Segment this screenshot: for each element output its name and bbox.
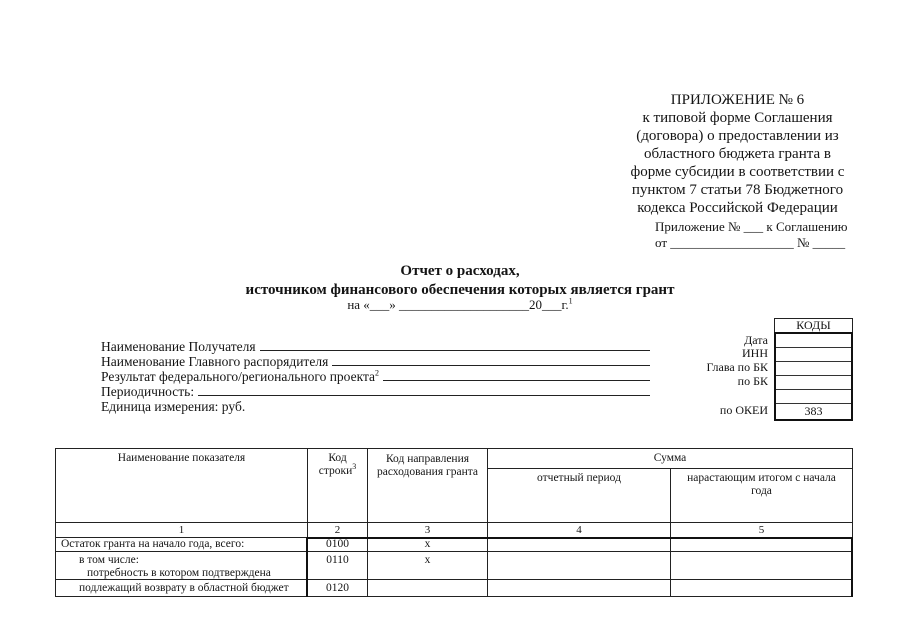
codes-labels bbox=[680, 331, 768, 418]
codes-table bbox=[774, 318, 853, 421]
column-number: 3 bbox=[368, 523, 488, 538]
cell-indicator-line2: потребность в котором подтверждена bbox=[87, 566, 271, 579]
codes-header: КОДЫ bbox=[774, 318, 853, 332]
footnote-mark: 2 bbox=[375, 368, 380, 378]
codes-label: Глава по БК bbox=[706, 360, 768, 374]
field-blank-line bbox=[332, 354, 650, 366]
codes-value-bk bbox=[776, 376, 851, 390]
field-blank-line bbox=[383, 369, 650, 381]
table-row bbox=[56, 552, 853, 580]
table-header-row bbox=[56, 449, 853, 469]
field-label: Периодичность: bbox=[101, 384, 195, 399]
cell-direction-code: x bbox=[368, 538, 488, 552]
field-label: Единица измерения: руб. bbox=[101, 399, 246, 414]
appendix-line: областного бюджета гранта в bbox=[644, 146, 831, 162]
cell-direction-code bbox=[368, 580, 488, 597]
field-label bbox=[101, 369, 379, 384]
codes-value-okei: 383 bbox=[804, 404, 823, 418]
cell-cumulative-sum bbox=[671, 580, 853, 597]
field-project-result bbox=[101, 369, 650, 384]
table-row bbox=[56, 580, 853, 597]
codes-value-empty bbox=[776, 390, 851, 404]
cell-direction-code: x bbox=[368, 552, 488, 580]
field-label: Наименование Получателя bbox=[101, 339, 256, 354]
cell-period-sum bbox=[488, 580, 671, 597]
header-indicator-name: Наименование показателя bbox=[56, 449, 308, 523]
report-title bbox=[200, 262, 720, 312]
cell-indicator: Остаток гранта на начало года, всего: bbox=[56, 538, 308, 552]
header-line-code-text: строки bbox=[318, 465, 353, 477]
codes-value-bk-chapter bbox=[776, 362, 851, 376]
field-unit bbox=[101, 399, 650, 414]
header-sum: Сумма bbox=[488, 449, 853, 469]
header-line-code-line1: Код bbox=[328, 452, 347, 464]
appendix-block bbox=[620, 91, 855, 217]
field-label-text: Результат федерального/регионального проекта bbox=[101, 369, 376, 384]
report-date-line bbox=[200, 298, 720, 312]
cell-period-sum bbox=[488, 538, 671, 552]
footnote-mark: 3 bbox=[352, 462, 357, 472]
header-cumulative: нарастающим итогом с начала года bbox=[671, 469, 853, 523]
agreement-reference bbox=[655, 219, 848, 251]
report-date-text: на «___» ____________________20___г. bbox=[347, 297, 569, 312]
header-period: отчетный период bbox=[488, 469, 671, 523]
footnote-mark: 1 bbox=[568, 296, 573, 306]
codes-label: по БК bbox=[737, 374, 768, 388]
column-number: 5 bbox=[671, 523, 853, 538]
field-chief-administrator bbox=[101, 354, 650, 369]
cell-cumulative-sum bbox=[671, 538, 853, 552]
header-line-code bbox=[308, 449, 368, 523]
agreement-reference-line1: Приложение № ___ к Соглашению bbox=[655, 219, 848, 234]
cell-indicator: подлежащий возврату в областной бюджет bbox=[56, 580, 308, 597]
cell-indicator-line1: в том числе: bbox=[79, 554, 139, 566]
field-blank-line bbox=[260, 339, 650, 351]
report-title-line2: источником финансового обеспечения которых является грант bbox=[245, 282, 675, 298]
appendix-title: ПРИЛОЖЕНИЕ № 6 bbox=[670, 92, 805, 108]
report-fields bbox=[101, 339, 650, 414]
column-number: 1 bbox=[56, 523, 308, 538]
codes-label: по ОКЕИ bbox=[719, 403, 768, 417]
codes-label: Дата bbox=[744, 333, 768, 347]
codes-value-inn bbox=[776, 348, 851, 362]
codes-label: ИНН bbox=[742, 346, 768, 360]
header-line-code-line2 bbox=[308, 462, 367, 478]
field-periodicity bbox=[101, 384, 650, 399]
agreement-reference-line2: от ___________________ № _____ bbox=[655, 235, 846, 250]
field-blank-line bbox=[198, 384, 650, 396]
cell-line-code: 0110 bbox=[308, 552, 368, 580]
codes-body bbox=[774, 332, 853, 421]
field-label: Наименование Главного распорядителя bbox=[101, 354, 329, 369]
appendix-line: к типовой форме Соглашения bbox=[642, 110, 833, 126]
cell-period-sum bbox=[488, 552, 671, 580]
table-row bbox=[56, 538, 853, 552]
column-number: 2 bbox=[308, 523, 368, 538]
appendix-line: пунктом 7 статьи 78 Бюджетного bbox=[631, 182, 844, 198]
appendix-line: форме субсидии в соответствии с bbox=[630, 164, 845, 180]
field-recipient bbox=[101, 339, 650, 354]
column-numbers-row bbox=[56, 523, 853, 538]
codes-value-date bbox=[776, 334, 851, 348]
report-table bbox=[55, 448, 853, 597]
cell-cumulative-sum bbox=[671, 552, 853, 580]
codes-label bbox=[680, 387, 768, 401]
column-number: 4 bbox=[488, 523, 671, 538]
appendix-line: (договора) о предоставлении из bbox=[636, 128, 839, 144]
report-title-line1: Отчет о расходах, bbox=[400, 263, 520, 279]
cell-indicator bbox=[56, 552, 308, 580]
header-direction-code: Код направления расходования гранта bbox=[368, 449, 488, 523]
appendix-line: кодекса Российской Федерации bbox=[637, 200, 838, 216]
cell-line-code: 0120 bbox=[308, 580, 368, 597]
cell-line-code: 0100 bbox=[308, 538, 368, 552]
